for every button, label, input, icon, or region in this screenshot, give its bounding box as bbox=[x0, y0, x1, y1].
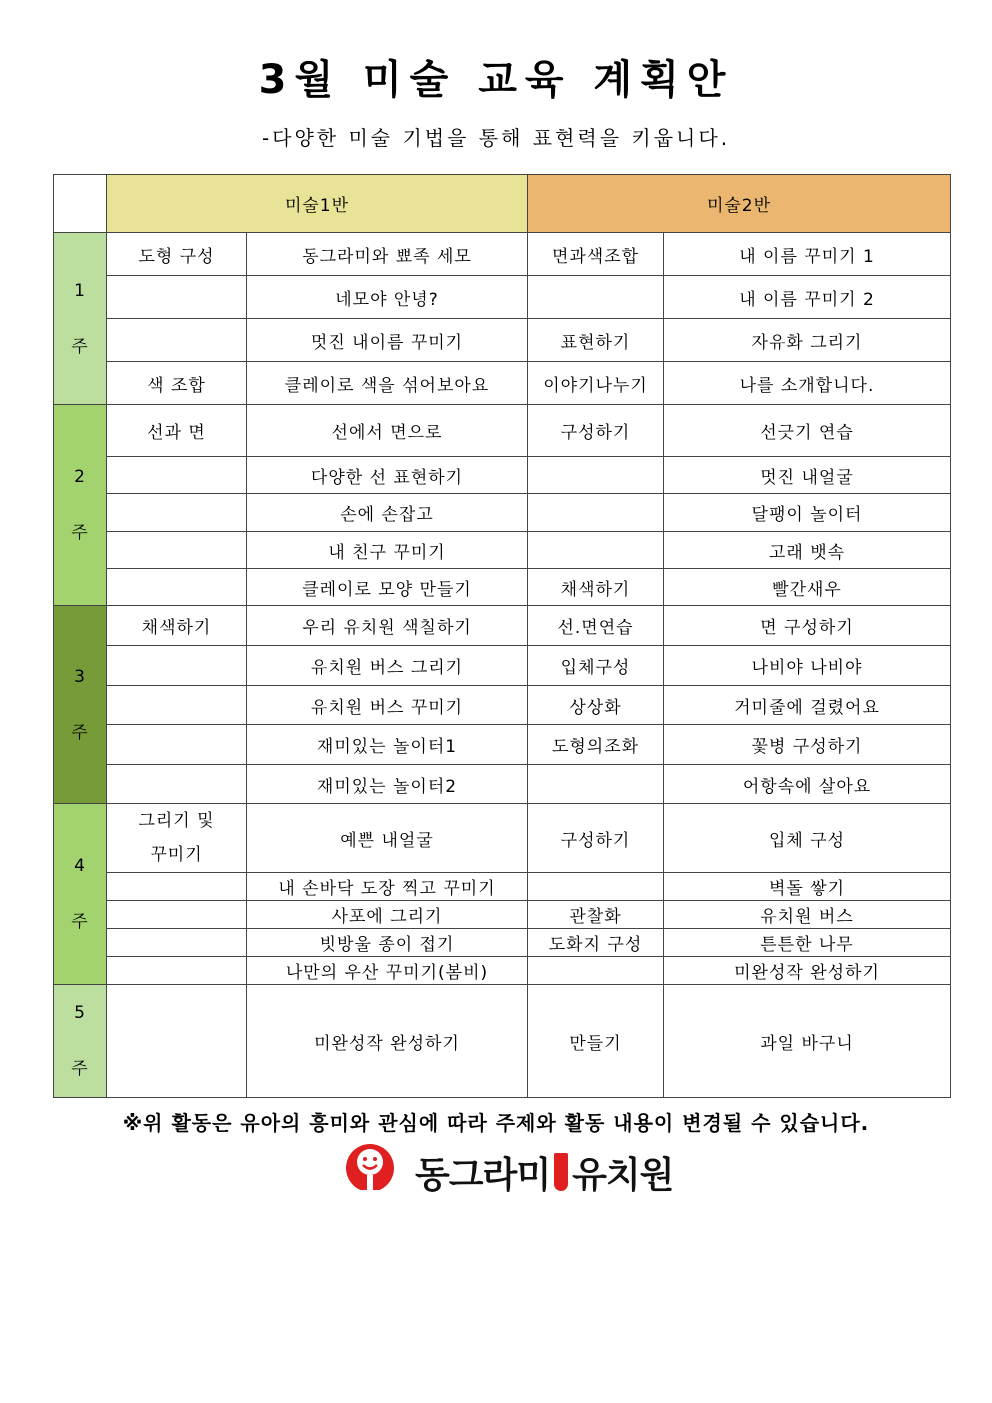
class2-category: 이야기나누기 bbox=[528, 362, 664, 405]
class1-activity: 네모야 안녕? bbox=[247, 276, 528, 319]
table-row bbox=[54, 725, 951, 765]
class2-activity: 멋진 내얼굴 bbox=[664, 457, 951, 494]
page-title: 3월 미술 교육 계획안 bbox=[258, 57, 734, 103]
class1-category bbox=[107, 765, 247, 804]
pencil-icon bbox=[554, 1153, 568, 1191]
week-suffix: 주 bbox=[71, 1059, 89, 1079]
class2-category bbox=[528, 765, 664, 804]
class1-activity: 예쁜 내얼굴 bbox=[247, 804, 528, 873]
week-number: 5 bbox=[74, 1003, 86, 1023]
class2-category: 입체구성 bbox=[528, 646, 664, 686]
class2-activity: 튼튼한 나무 bbox=[664, 929, 951, 957]
class1-category bbox=[107, 929, 247, 957]
class2-category bbox=[528, 494, 664, 532]
class1-activity: 유치원 버스 그리기 bbox=[247, 646, 528, 686]
class1-activity: 재미있는 놀이터1 bbox=[247, 725, 528, 765]
table-row bbox=[54, 873, 951, 901]
table-row bbox=[54, 319, 951, 362]
table-row bbox=[54, 957, 951, 985]
class1-activity: 내 손바닥 도장 찍고 꾸미기 bbox=[247, 873, 528, 901]
class1-category bbox=[107, 569, 247, 606]
week-2-cell bbox=[54, 405, 107, 606]
class1-category bbox=[107, 276, 247, 319]
week-4-cell bbox=[54, 804, 107, 985]
class2-category bbox=[528, 957, 664, 985]
class2-category: 구성하기 bbox=[528, 405, 664, 457]
class2-activity: 어항속에 살아요 bbox=[664, 765, 951, 804]
kindergarten-logo bbox=[345, 1143, 674, 1196]
week-suffix: 주 bbox=[71, 336, 89, 357]
class2-category bbox=[528, 532, 664, 569]
table-row bbox=[54, 276, 951, 319]
class1-activity: 손에 손잡고 bbox=[247, 494, 528, 532]
class1-activity: 유치원 버스 꾸미기 bbox=[247, 686, 528, 725]
logo-text-left: 동그라미 bbox=[415, 1155, 551, 1196]
class1-activity: 멋진 내이름 꾸미기 bbox=[247, 319, 528, 362]
class1-category bbox=[107, 532, 247, 569]
class2-activity: 달팽이 놀이터 bbox=[664, 494, 951, 532]
class1-category bbox=[107, 804, 247, 873]
week-suffix: 주 bbox=[71, 523, 89, 543]
table-row bbox=[54, 686, 951, 725]
class2-category: 관찰화 bbox=[528, 901, 664, 929]
class2-activity: 벽돌 쌓기 bbox=[664, 873, 951, 901]
class2-category: 도형의조화 bbox=[528, 725, 664, 765]
class1-category bbox=[107, 319, 247, 362]
class2-activity: 과일 바구니 bbox=[664, 985, 951, 1098]
table-header-row bbox=[54, 175, 951, 233]
class2-header: 미술2반 bbox=[528, 175, 951, 233]
class1-category bbox=[107, 957, 247, 985]
smiley-logo-icon bbox=[345, 1143, 407, 1193]
week-1-cell bbox=[54, 233, 107, 405]
logo-text bbox=[415, 1147, 673, 1198]
class1-activity: 재미있는 놀이터2 bbox=[247, 765, 528, 804]
class2-activity: 빨간새우 bbox=[664, 569, 951, 606]
class1-category: 도형 구성 bbox=[107, 233, 247, 276]
class1-activity: 동그라미와 뾰족 세모 bbox=[247, 233, 528, 276]
class2-activity: 미완성작 완성하기 bbox=[664, 957, 951, 985]
week-number: 4 bbox=[74, 856, 86, 876]
class1-activity: 다양한 선 표현하기 bbox=[247, 457, 528, 494]
table-row bbox=[54, 901, 951, 929]
class1-activity: 선에서 면으로 bbox=[247, 405, 528, 457]
week-number: 1 bbox=[74, 280, 86, 301]
class1-activity: 사포에 그리기 bbox=[247, 901, 528, 929]
week-number: 2 bbox=[74, 467, 86, 487]
class2-activity: 자유화 그리기 bbox=[664, 319, 951, 362]
table-row bbox=[54, 233, 951, 276]
table-row bbox=[54, 985, 951, 1098]
logo-text-right: 유치원 bbox=[572, 1155, 674, 1196]
class1-category: 색 조합 bbox=[107, 362, 247, 405]
class2-activity: 내 이름 꾸미기 2 bbox=[664, 276, 951, 319]
class1-activity: 미완성작 완성하기 bbox=[247, 985, 528, 1098]
table-row bbox=[54, 494, 951, 532]
week-suffix: 주 bbox=[71, 912, 89, 932]
class2-activity: 나비야 나비야 bbox=[664, 646, 951, 686]
class2-activity: 입체 구성 bbox=[664, 804, 951, 873]
class2-category: 상상화 bbox=[528, 686, 664, 725]
class1-category bbox=[107, 725, 247, 765]
class2-activity: 나를 소개합니다. bbox=[664, 362, 951, 405]
class2-activity: 내 이름 꾸미기 1 bbox=[664, 233, 951, 276]
class2-category bbox=[528, 457, 664, 494]
class1-activity: 클레이로 색을 섞어보아요 bbox=[247, 362, 528, 405]
class1-activity: 우리 유치원 색칠하기 bbox=[247, 606, 528, 646]
class1-category bbox=[107, 686, 247, 725]
class1-activity: 내 친구 꾸미기 bbox=[247, 532, 528, 569]
class2-category: 면과색조합 bbox=[528, 233, 664, 276]
class2-category: 표현하기 bbox=[528, 319, 664, 362]
class2-category: 만들기 bbox=[528, 985, 664, 1098]
page-subtitle: -다양한 미술 기법을 통해 표현력을 키웁니다. bbox=[261, 126, 731, 150]
class1-category bbox=[107, 457, 247, 494]
table-row bbox=[54, 405, 951, 457]
week-3-cell bbox=[54, 606, 107, 804]
class2-activity: 선긋기 연습 bbox=[664, 405, 951, 457]
table-row bbox=[54, 532, 951, 569]
class1-category bbox=[107, 985, 247, 1098]
class1-category: 선과 면 bbox=[107, 405, 247, 457]
art-plan-table bbox=[53, 174, 951, 1098]
class1-activity: 나만의 우산 꾸미기(봄비) bbox=[247, 957, 528, 985]
class1-category bbox=[107, 646, 247, 686]
table-row bbox=[54, 457, 951, 494]
class2-category: 채색하기 bbox=[528, 569, 664, 606]
class1-header: 미술1반 bbox=[107, 175, 528, 233]
class1-category: 채색하기 bbox=[107, 606, 247, 646]
category-line-2: 꾸미기 bbox=[150, 845, 203, 865]
class2-category: 도화지 구성 bbox=[528, 929, 664, 957]
week-number: 3 bbox=[74, 666, 86, 687]
class2-activity: 유치원 버스 bbox=[664, 901, 951, 929]
class2-activity: 거미줄에 걸렸어요 bbox=[664, 686, 951, 725]
week-suffix: 주 bbox=[71, 722, 89, 743]
table-row bbox=[54, 362, 951, 405]
week-5-cell bbox=[54, 985, 107, 1098]
table-row bbox=[54, 804, 951, 873]
class2-category: 구성하기 bbox=[528, 804, 664, 873]
table-row bbox=[54, 765, 951, 804]
table-row bbox=[54, 569, 951, 606]
class2-category: 선.면연습 bbox=[528, 606, 664, 646]
category-line-1: 그리기 및 bbox=[138, 811, 215, 831]
corner-cell bbox=[54, 175, 107, 233]
class1-category bbox=[107, 494, 247, 532]
table-row bbox=[54, 606, 951, 646]
class1-activity: 빗방울 종이 접기 bbox=[247, 929, 528, 957]
class2-activity: 면 구성하기 bbox=[664, 606, 951, 646]
table-row bbox=[54, 646, 951, 686]
class1-activity: 클레이로 모양 만들기 bbox=[247, 569, 528, 606]
class2-activity: 고래 뱃속 bbox=[664, 532, 951, 569]
class2-category bbox=[528, 276, 664, 319]
class1-category bbox=[107, 873, 247, 901]
class2-activity: 꽃병 구성하기 bbox=[664, 725, 951, 765]
class2-category bbox=[528, 873, 664, 901]
notice-text: ※위 활동은 유아의 흥미와 관심에 따라 주제와 활동 내용이 변경될 수 있습니다. bbox=[122, 1111, 870, 1135]
class1-category bbox=[107, 901, 247, 929]
table-row bbox=[54, 929, 951, 957]
